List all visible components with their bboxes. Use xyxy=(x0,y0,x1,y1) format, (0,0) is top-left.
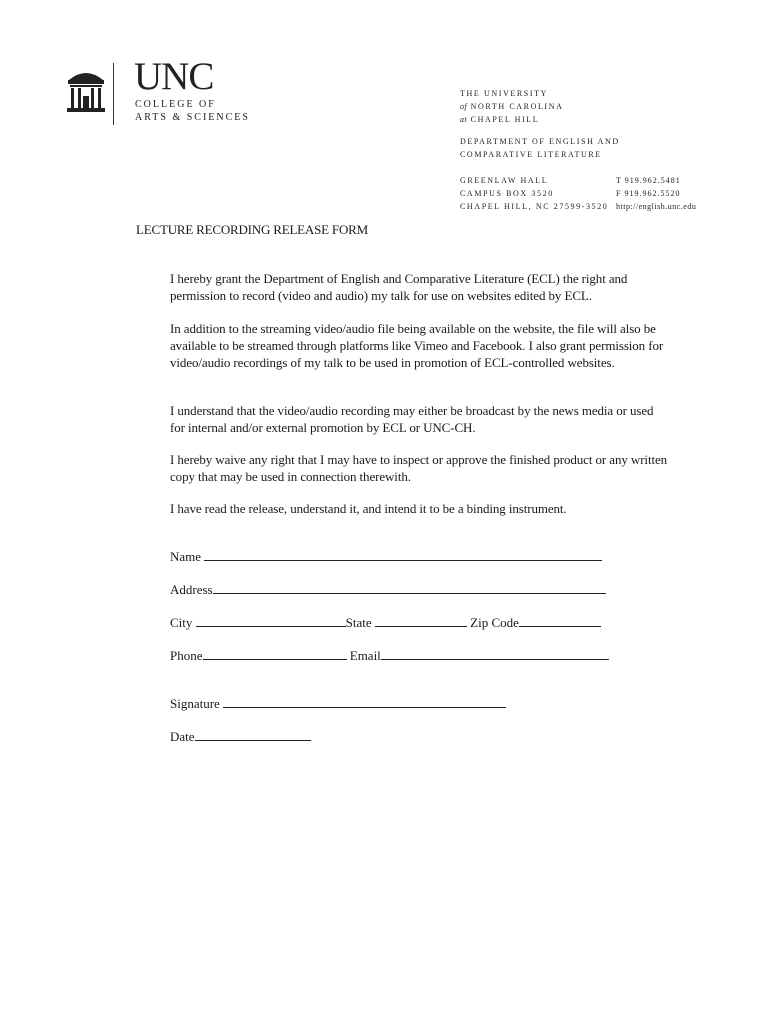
paragraph-binding: I have read the release, understand it, and intend it to be a binding instrument. xyxy=(170,501,567,516)
phone-number: T 919.962.5481 xyxy=(616,176,681,185)
city-line[interactable] xyxy=(196,616,346,627)
university-at: at xyxy=(460,114,468,124)
name-label: Name xyxy=(170,549,202,564)
state-line[interactable] xyxy=(375,616,467,627)
address-label: Address xyxy=(170,582,213,597)
paragraph-waive: I hereby waive any right that I may have to inspect or approve the finished product or any written copy that may be used in connection therewith. xyxy=(170,452,668,484)
paragraph-grant: I hereby grant the Department of English and Comparative Literature (ECL) the right and permission to record (video and audio) my talk for use on websites edited by ECL. xyxy=(170,271,628,303)
department-line1: DEPARTMENT OF ENGLISH AND xyxy=(460,137,620,146)
phone-email-row xyxy=(170,648,609,664)
logo-divider xyxy=(113,63,114,125)
university-block xyxy=(460,88,563,126)
logo-arts-sciences: ARTS & SCIENCES xyxy=(135,112,250,123)
address-block xyxy=(460,175,608,213)
zip-label: Zip Code xyxy=(470,615,519,630)
email-label: Email xyxy=(349,648,381,663)
address-field[interactable] xyxy=(170,582,606,598)
contact-block xyxy=(616,175,696,213)
signature-field[interactable] xyxy=(170,696,506,712)
logo-college: COLLEGE OF xyxy=(135,99,216,110)
phone-line[interactable] xyxy=(203,649,347,660)
date-line[interactable] xyxy=(195,730,311,741)
website-url: http://english.unc.edu xyxy=(616,201,697,211)
paragraph-streaming: In addition to the streaming video/audio file being available on the website, the file will also be available to be streamed through platforms like Vimeo and Facebook. I also grant permission for video/audio recordings of my talk to be used in promotion of ECL-controlled websites. xyxy=(170,321,664,370)
university-of: of xyxy=(460,101,468,111)
department-block xyxy=(460,136,620,162)
old-well-icon xyxy=(66,66,106,116)
signature-label: Signature xyxy=(170,696,220,711)
date-field[interactable] xyxy=(170,729,311,745)
zip-line[interactable] xyxy=(519,616,601,627)
university-line2: of NORTH CAROLINA xyxy=(460,101,564,111)
university-line1: THE UNIVERSITY xyxy=(460,89,548,98)
state-label: State xyxy=(345,615,372,630)
address-line3: CHAPEL HILL, NC 27599-3520 xyxy=(460,201,609,211)
address-line[interactable] xyxy=(213,583,606,594)
signature-line[interactable] xyxy=(223,697,506,708)
city-label: City xyxy=(170,615,193,630)
email-line[interactable] xyxy=(381,649,609,660)
department-line2: COMPARATIVE LITERATURE xyxy=(460,149,602,159)
name-line[interactable] xyxy=(204,550,602,561)
name-field[interactable] xyxy=(170,549,602,565)
address-line2: CAMPUS BOX 3520 xyxy=(460,188,554,198)
date-label: Date xyxy=(170,729,195,744)
paragraph-broadcast: I understand that the video/audio recording may either be broadcast by the news media or used for internal and/or external promotion by ECL or UNC-CH. xyxy=(170,403,654,435)
university-line3: at CHAPEL HILL xyxy=(460,114,540,124)
address-line1: GREENLAW HALL xyxy=(460,176,549,185)
fax-number: F 919.962.5520 xyxy=(616,188,681,198)
city-state-zip-row xyxy=(170,615,601,631)
phone-label: Phone xyxy=(170,648,203,663)
unc-logo xyxy=(66,55,266,125)
form-title: LECTURE RECORDING RELEASE FORM xyxy=(136,222,368,237)
logo-name: UNC xyxy=(134,55,214,98)
